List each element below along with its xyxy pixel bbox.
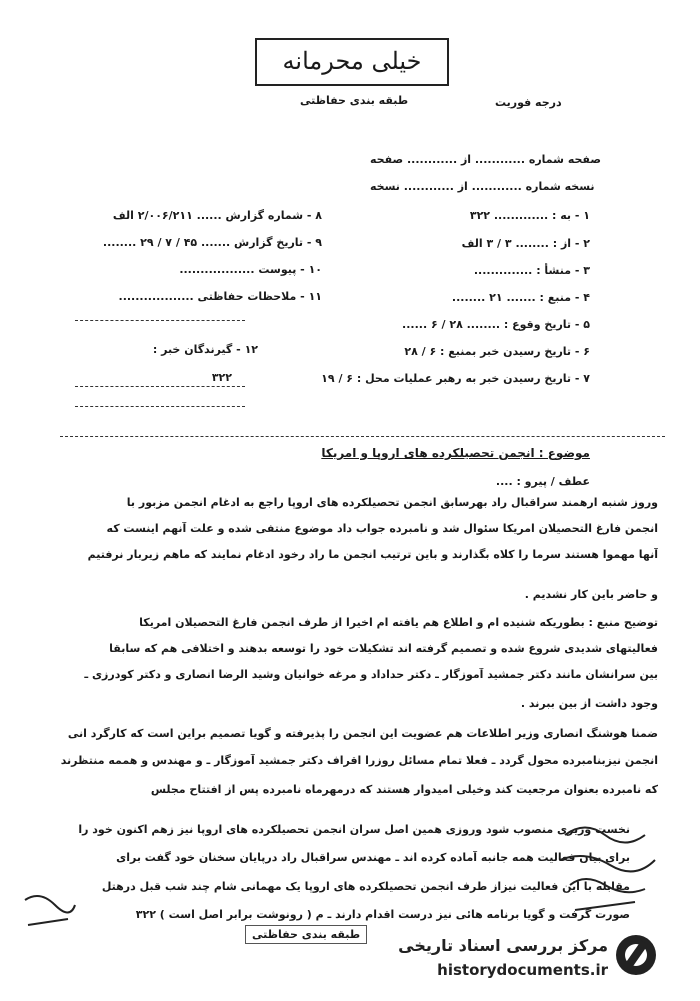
blank-line <box>75 386 245 387</box>
body-line: بین سرانشان مانند دکتر جمشید آموزگار ـ دکتر حداداد و مرغه خوانیان وشید الرضا انصاری و دکتر کودرزی ـ <box>84 668 658 681</box>
subject-line: موضوع : انجمن تحصیلکرده های اروپا و امریکا <box>321 446 590 460</box>
urgency-label: درجه فوریت <box>495 96 562 109</box>
archive-logo-icon <box>616 935 656 975</box>
field-from: ۲ - از : ........ ۳ / ۳ الف <box>461 237 590 250</box>
body-line: مقابله با این فعالیت نیزاز طرف انجمن تحصیلکرده های اروپا یک مهمانی شام چند شب قبل درهتل <box>101 880 630 893</box>
field-attachment: ۱۰ - پیوست .................. <box>179 263 322 276</box>
copy-number-line: نسخه شماره ............ از ............ نسخه <box>370 180 595 193</box>
blank-line <box>75 320 245 321</box>
field-security-notes: ۱۱ - ملاحظات حفاظتی .................. <box>118 290 322 303</box>
body-line: وجود داشت از بین ببرند . <box>520 697 658 710</box>
blank-line <box>75 406 245 407</box>
body-line: انجمن فارغ التحصیلان امریکا سئوال شد و نامبرده جواب داد موضوع منتفی شده و علت آنهم اینست که <box>106 522 658 535</box>
field-source-received-date: ۶ - تاریخ رسیدن خبر بمنبع : ۶ / ۲۸ <box>404 345 590 358</box>
field-report-date: ۹ - تاریخ گزارش ....... ۴۵ / ۷ / ۲۹ ........ <box>102 236 322 249</box>
field-origin: ۳ - منشأ : .............. <box>473 264 590 277</box>
section-divider <box>60 436 665 437</box>
body-line: انجمن نیزبنامبرده محول گردد ـ فعلا تمام مسائل روزرا اقراف دکتر جمشید آموزگار ـ و مهندس و هممه منتظرند <box>60 754 658 767</box>
reference-line: عطف / پیرو : .... <box>495 475 590 488</box>
watermark-org-name: مرکز بررسی اسناد تاریخی <box>398 936 608 955</box>
field-recipients: ۱۲ - گیرندگان خبر : <box>152 343 258 356</box>
handwritten-annotation <box>555 815 665 925</box>
page-number-line: صفحه شماره ............ از ............ صفحه <box>370 153 601 166</box>
body-line: فعالیتهای شدیدی شروع شده و تصمیم گرفته اند تشکیلات خود را توسعه بدهند و اختلافی هم که سابقا <box>109 642 658 655</box>
field-to: ۱ - به : ............. ۳۲۲ <box>469 209 590 222</box>
field-operations-received-date: ۷ - تاریخ رسیدن خبر به رهبر عملیات محل : ۶ / ۱۹ <box>321 372 590 385</box>
body-line: برای بیان فعالیت همه جانبه آماده کرده اند ـ مهندس سراقبال راد درپایان سخنان خود گفت برای <box>116 851 630 864</box>
footer-classification: طبقه بندی حفاظتی <box>245 925 367 944</box>
handwritten-annotation <box>20 885 80 945</box>
field-source: ۴ - منبع : ....... ۲۱ ........ <box>451 291 590 304</box>
field-event-date: ۵ - تاریخ وقوع : ........ ۲۸ / ۶ ...... <box>402 318 590 331</box>
watermark-url: historydocuments.ir <box>437 961 608 979</box>
classification-stamp: خیلی محرمانه <box>255 38 449 86</box>
classification-label: طبقه بندی حفاظتی <box>300 94 409 107</box>
body-line: ضمنا هوشنگ انصاری وزیر اطلاعات هم عضویت این انجمن را پذیرفته و گویا تصمیم براین است که کارگرد انی <box>67 727 658 740</box>
body-line: آنها مهموا هستند سرما را کلاه بگذارند و باین ترتیب انجمن ما راد رخود ادغام نمایند که ماهم زیربار نرفتیم <box>87 548 658 561</box>
body-line: نخست وزیری منصوب شود وروزی همین اصل سران انجمن تحصیلکرده های اروپا نیز زهم اکنون خود را <box>78 823 630 836</box>
body-line: که نامبرده بعنوان مرجعیت کند وخیلی امیدوار هستند که درمهرماه نامبرده پس از افتتاح مجلس <box>150 783 658 796</box>
body-line: وروز شنبه ارهمند سراقبال راد بهرسابق انجمن تحصیلکرده های اروپا راجع به ادغام انجمن مزبور با <box>126 496 658 509</box>
body-line-source-note: توضیح منبع : بطوریکه شنیده ام و اطلاع هم یافته ام اخیرا از طرف انجمن فارغ التحصیلان امریکا <box>139 616 658 629</box>
field-report-number: ۸ - شماره گزارش ...... ۲/۰۰۶/۲۱۱ الف <box>112 209 322 222</box>
recipient-value: ۳۲۲ <box>211 371 232 384</box>
body-line: و حاضر باین کار نشدیم . <box>524 588 658 601</box>
body-line: صورت گرفت و گویا برنامه هائی نیز درست اقدام دارند ـ م ( رونوشت برابر اصل است ) ۳۲۲ <box>135 908 630 921</box>
